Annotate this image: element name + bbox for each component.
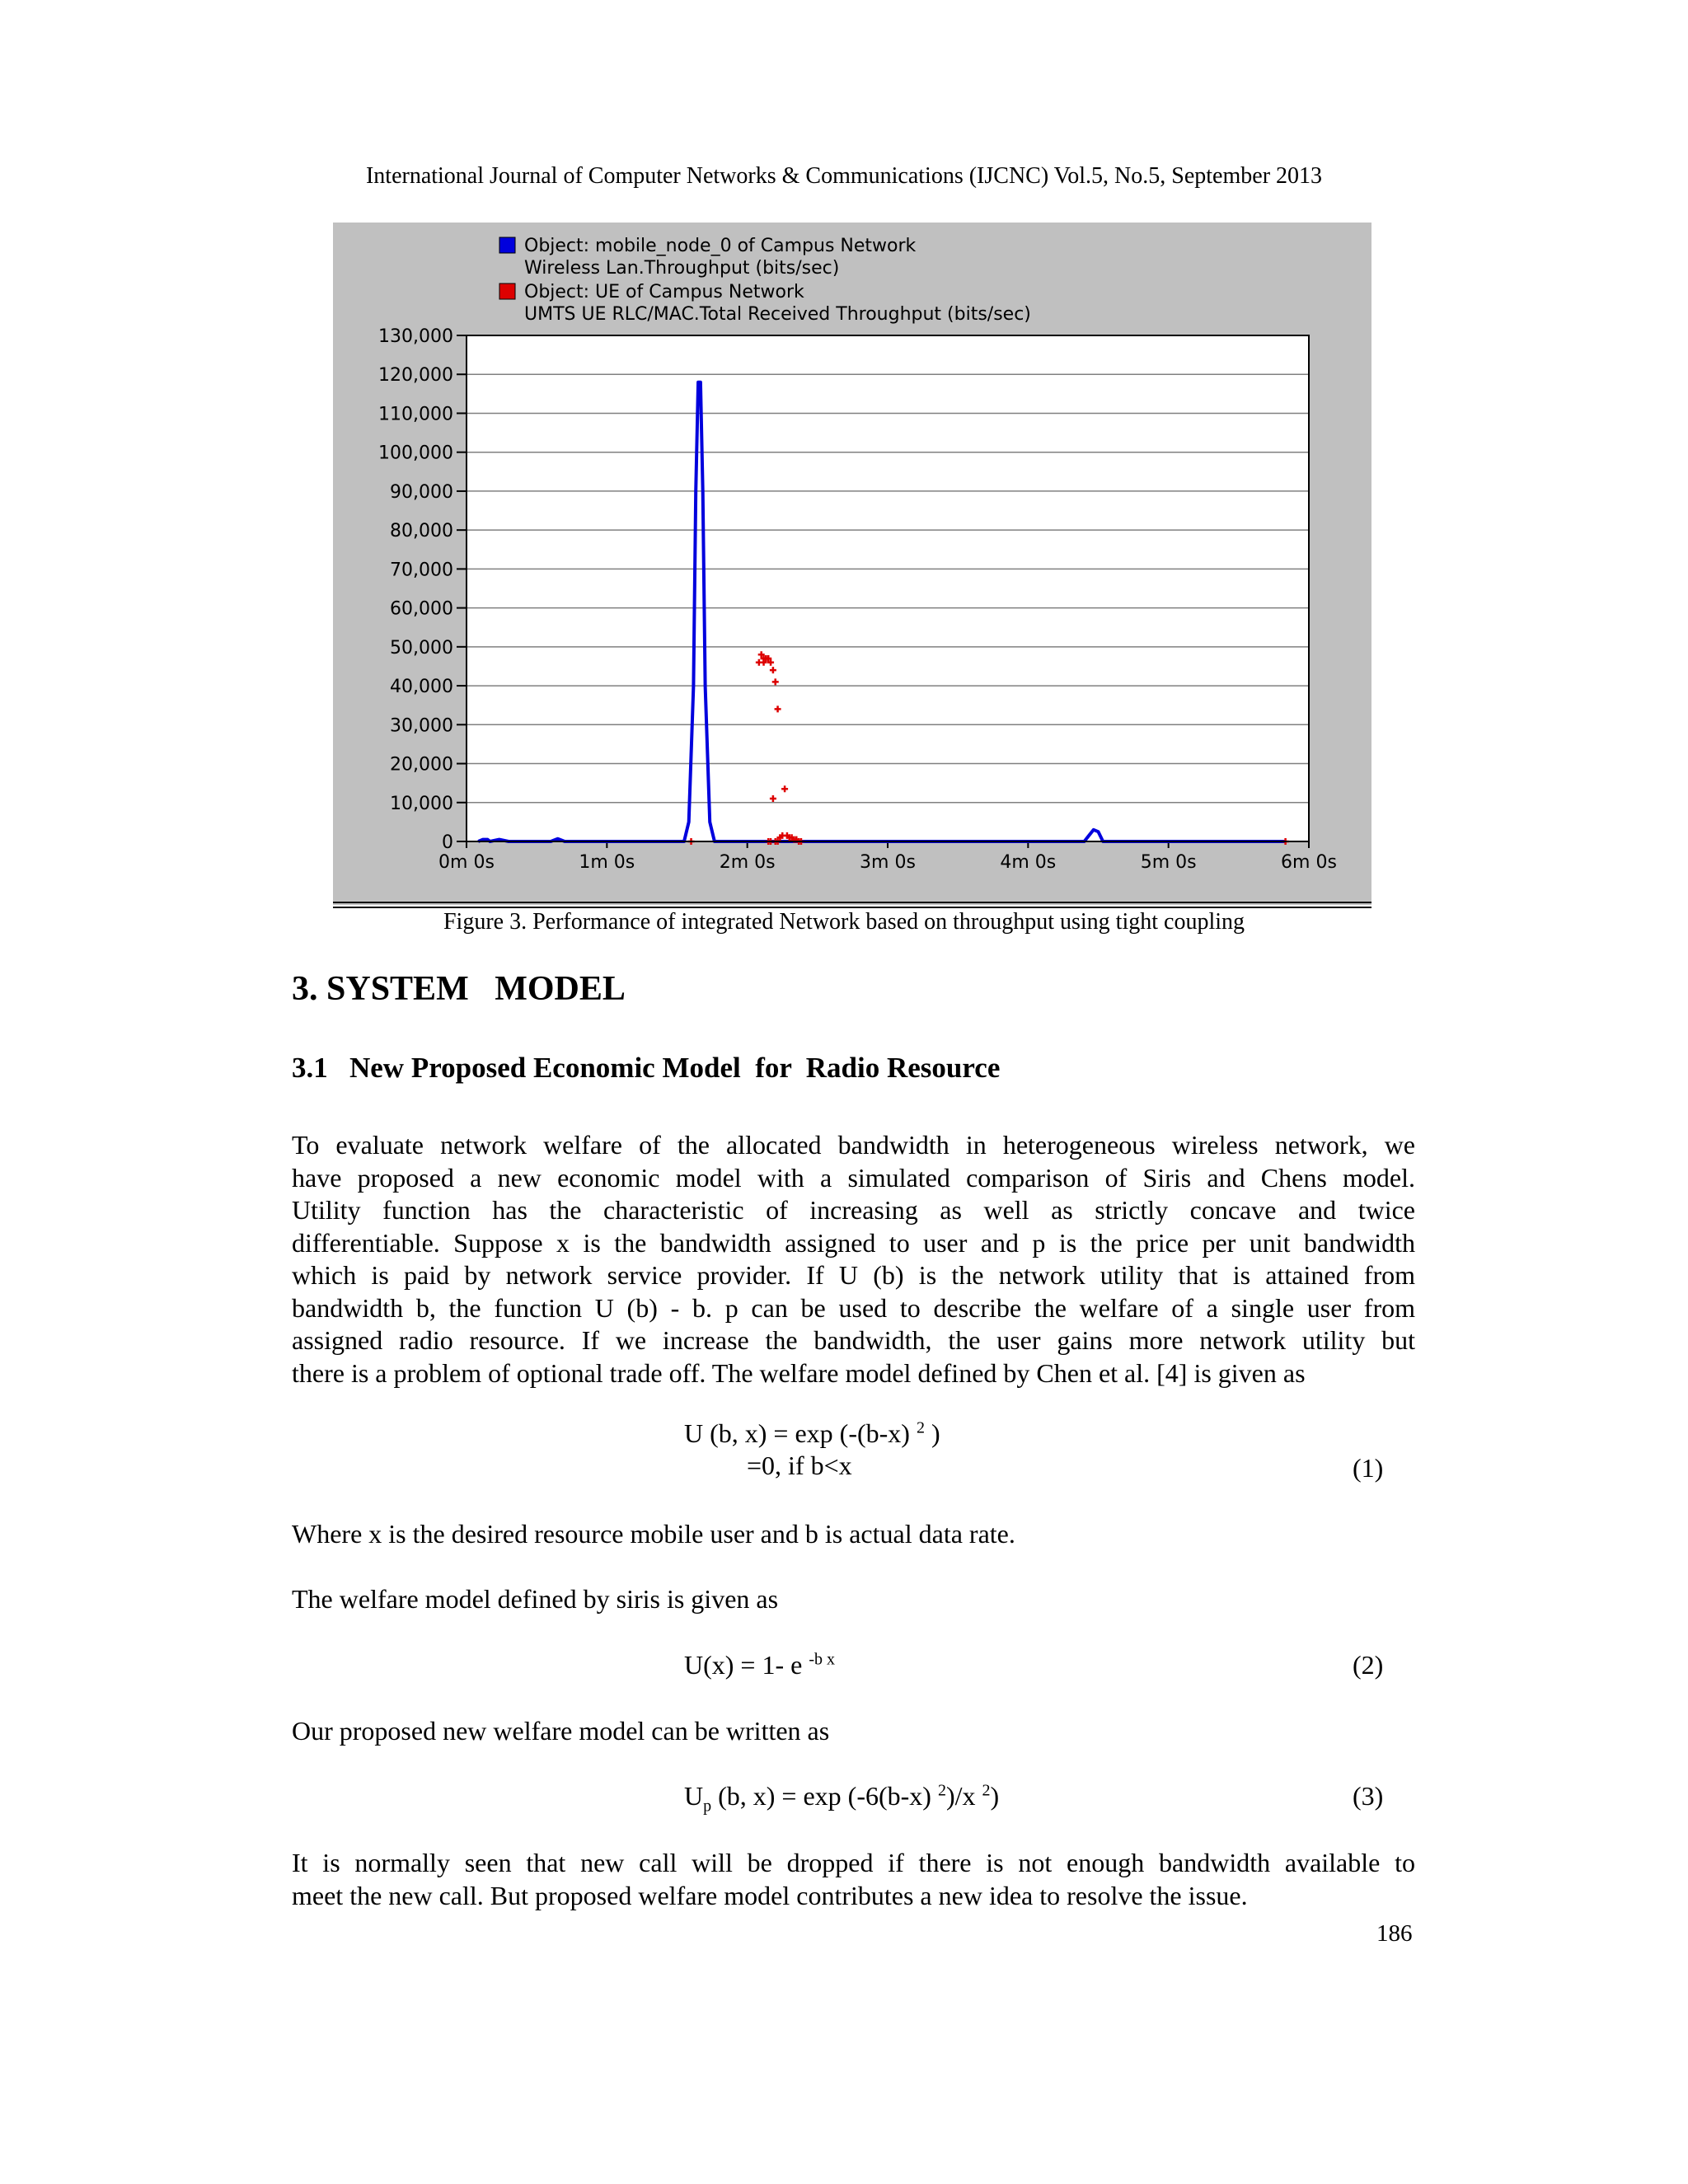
y-tick-label: 90,000 bbox=[390, 481, 453, 503]
y-tick-label: 110,000 bbox=[378, 404, 453, 425]
throughput-figure bbox=[333, 223, 1372, 905]
text-line: It is normally seen that new call will be dropped if there is not enough bandwidth available to bbox=[292, 1848, 1415, 1877]
equation-1-condition: =0, if b<x bbox=[747, 1451, 852, 1480]
figure-caption: Figure 3. Performance of integrated Network based on throughput using tight coupling bbox=[443, 909, 1245, 935]
text-line: there is a problem of optional trade off. The welfare model defined by Chen et al. [4] is given as bbox=[292, 1357, 1306, 1388]
text-line: which is paid by network service provider. If U (b) is the network utility that is attained from bbox=[292, 1260, 1415, 1290]
y-tick-label: 60,000 bbox=[390, 598, 453, 620]
figure-rule-1 bbox=[333, 902, 1372, 903]
text-line: differentiable. Suppose x is the bandwidth assigned to user and p is the price per unit bandwidth bbox=[292, 1227, 1415, 1258]
text-line: Utility function has the characteristic of increasing as well as strictly concave and twice bbox=[292, 1195, 1415, 1225]
x-axis bbox=[438, 841, 1337, 873]
y-tick-label: 120,000 bbox=[378, 365, 453, 387]
equation-2: U(x) = 1- e $^{-b x}$ bbox=[684, 1650, 835, 1680]
text-line: have proposed a new economic model with a simulated comparison of Siris and Chens model. bbox=[292, 1162, 1415, 1193]
y-tick-label: 30,000 bbox=[390, 715, 453, 737]
page-number: 186 bbox=[1376, 1920, 1413, 1947]
text-line: meet the new call. But proposed welfare model contributes a new idea to resolve the issue. bbox=[292, 1880, 1248, 1910]
x-tick-label: 5m 0s bbox=[1140, 852, 1197, 873]
paragraph-intro bbox=[292, 1129, 1415, 1390]
y-tick-label: 20,000 bbox=[390, 754, 453, 776]
equation-3: $U_p$ (b, x) = exp (-6(b-x) $^2$)/x $^2$) bbox=[684, 1781, 1000, 1816]
x-tick-label: 6m 0s bbox=[1281, 852, 1337, 873]
equation-3-number: (3) bbox=[1353, 1781, 1384, 1811]
paragraph-where: Where x is the desired resource mobile user and b is actual data rate. bbox=[292, 1519, 1015, 1549]
y-tick-label: 10,000 bbox=[390, 793, 453, 814]
equation-1-number: (1) bbox=[1353, 1453, 1384, 1483]
x-tick-label: 3m 0s bbox=[860, 852, 916, 873]
text-line: bandwidth b, the function U (b) - b. p can be used to describe the welfare of a single user from bbox=[292, 1292, 1415, 1323]
legend-umts-line1: Object: UE of Campus Network bbox=[524, 282, 804, 302]
text-line: assigned radio resource. If we increase the bandwidth, the user gains more network utility but bbox=[292, 1325, 1415, 1355]
y-tick-label: 100,000 bbox=[378, 443, 453, 464]
equation-1: U (b, x) = exp (-(b-x) $^2$ ) bbox=[684, 1418, 940, 1448]
y-tick-label: 80,000 bbox=[390, 521, 453, 542]
y-axis bbox=[378, 326, 467, 853]
paragraph-proposed: Our proposed new welfare model can be written as bbox=[292, 1716, 830, 1746]
x-tick-label: 1m 0s bbox=[579, 852, 635, 873]
running-header: International Journal of Computer Networks & Communications (IJCNC) Vol.5, No.5, September 2013 bbox=[365, 163, 1323, 189]
paragraph-closing bbox=[292, 1847, 1415, 1912]
x-tick-label: 0m 0s bbox=[438, 852, 495, 873]
x-tick-label: 4m 0s bbox=[1000, 852, 1057, 873]
paragraph-siris: The welfare model defined by siris is given as bbox=[292, 1584, 779, 1614]
legend-swatch-umts bbox=[499, 284, 515, 299]
chart-legend bbox=[499, 236, 1031, 325]
legend-swatch-wlan bbox=[499, 237, 515, 253]
plot-area bbox=[467, 335, 1309, 841]
throughput-chart bbox=[333, 223, 1372, 905]
text-line: To evaluate network welfare of the allocated bandwidth in heterogeneous wireless network, we bbox=[292, 1130, 1415, 1160]
legend-wlan-line2: Wireless Lan.Throughput (bits/sec) bbox=[524, 258, 840, 279]
y-tick-label: 70,000 bbox=[390, 560, 453, 581]
legend-wlan-line1: Object: mobile_node_0 of Campus Network bbox=[524, 236, 917, 256]
section-title: 3. SYSTEM MODEL bbox=[292, 970, 626, 1008]
subsection-title: 3.1 New Proposed Economic Model for Radio Resource bbox=[292, 1052, 1001, 1084]
y-tick-label: 0 bbox=[442, 832, 453, 853]
y-tick-label: 50,000 bbox=[390, 637, 453, 658]
x-tick-label: 2m 0s bbox=[719, 852, 776, 873]
legend-umts-line2: UMTS UE RLC/MAC.Total Received Throughput (bits/sec) bbox=[524, 304, 1031, 325]
y-tick-label: 40,000 bbox=[390, 677, 453, 698]
equation-2-number: (2) bbox=[1353, 1650, 1384, 1680]
figure-rule-2 bbox=[333, 907, 1372, 908]
y-tick-label: 130,000 bbox=[378, 326, 453, 347]
